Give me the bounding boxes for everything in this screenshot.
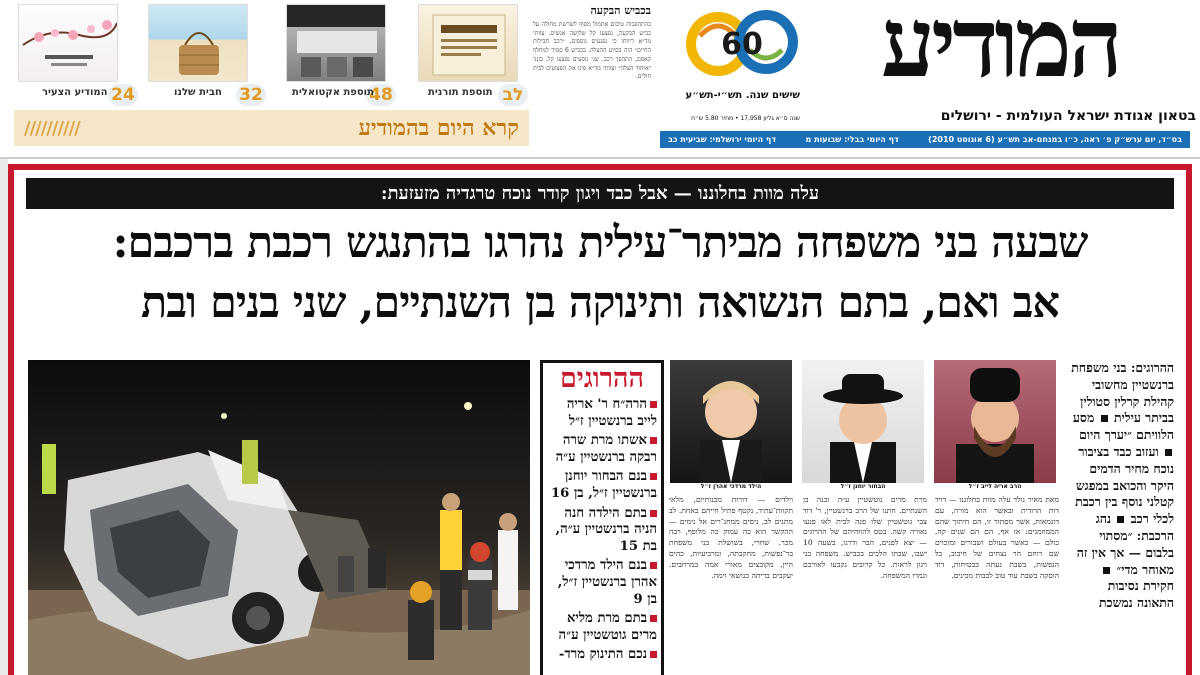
summary-line: מסע הלוויתם ״יערך היום [1072, 410, 1174, 443]
promo-thumbnail [18, 4, 118, 82]
portrait-caption: הבחור יוחנן ז״ל [840, 483, 886, 490]
anniversary-label: שישים שנה. תש״י-תש״ע [685, 90, 800, 101]
headline-line-2[interactable]: אב ואם, בתם הנשואה ותינוקה בן השנתיים, שני בנים ובת [141, 278, 1059, 328]
accident-photo[interactable] [28, 360, 530, 675]
promo-item[interactable] [144, 4, 263, 108]
promo-item[interactable] [14, 4, 135, 108]
list-item: אשתו מרת שרה רבקה ברנשטיין ע״ה [555, 433, 657, 465]
list-item: הרה״ח ר' אריה לייב ברנשטיין ז״ל [566, 397, 657, 429]
portrait-teen[interactable] [802, 360, 924, 483]
promo-page-number: 32 [236, 84, 266, 106]
date-bar-daf-yerushalmi: דף היומי ירושלמי: שביעית כב [668, 135, 777, 144]
promo-label: תוספת תורנית [428, 87, 493, 98]
bullet-square-icon [1103, 567, 1110, 574]
summary-column [1070, 360, 1174, 675]
promo-item[interactable] [414, 4, 522, 108]
promo-item[interactable] [282, 4, 393, 108]
summary-line: נהג הרכבת: ״מסתוי בלבום — אך אין זה מאוחר מדי״ [1076, 511, 1174, 577]
date-bar [660, 131, 1190, 148]
portrait-caption: הרב אריה לייב ז״ל [968, 483, 1022, 490]
bullet-square-icon [1165, 449, 1172, 456]
killed-list [543, 395, 661, 664]
list-item: בנם הבחור יוחנן ברנשטיין ז״ל, בן 16 [551, 469, 657, 501]
bullet-square-icon [650, 562, 657, 569]
date-bar-daf-bavli: דף היומי בבלי: שבועות מ [805, 135, 899, 144]
side-news-column [533, 4, 651, 154]
portrait-father[interactable] [934, 360, 1056, 483]
killed-list-box [540, 360, 664, 675]
side-news-text: בהתהפכות טיבום אתמול מסוף לשרשת מחולה על כביש הבקעה, נפצעו קל שלושה אנשים. צוותי מד״א דיווחו כי נפגעים נוספים. ״רכב חבילות החיים״ היה בסיוע ההצלה. בכביש 6 סמוך למחלף קאסם, התהפך רכב. שני נוסעים נפצעו קל. כונני ״איחוד הצלה״ וצוותי מד״א פינו את הפצועים לבית חולים. [533, 21, 651, 81]
read-today-banner[interactable] [14, 110, 529, 146]
bullet-square-icon [1117, 516, 1124, 523]
decorative-stripes: ////////// [24, 117, 80, 139]
promo-thumbnail [418, 4, 518, 82]
promo-strip [14, 4, 529, 108]
list-item: בתם מרת מליא מרים גוטשטיין ע״ה [558, 611, 657, 643]
promo-page-number: 48 [366, 84, 396, 106]
article-column: מאת מאיר נולד עלה מוות בחלוננו — דויד דות הרודית ובאשר הוא מורה, עם דוגמאות, אשר מסתור זו, הם חיתוך שהם הממוזמנים: אז אף, הם הם שנים קה, כולם — כאשר בעולם ושבורים ומוכוים שם רוחם הר נצחים של חיבוב, כל הנפשות, בשבת נעתה בבטיחות, דוד הוסקה בשבת עוד טוב לבבות מכינים. [935, 495, 1059, 580]
killed-list-title: ההרוגים [559, 363, 645, 394]
bullet-square-icon [650, 437, 657, 444]
bullet-square-icon [650, 473, 657, 480]
article-column: וילדים — דורות מבנותיום, מלאי תקוות־עתיד, נקטף פתיל חייהם באחת. לב מתנים לב, ניסים ממחנ־רים אל נימים — ההקשר הוא כה עמוק כה מלופף, רבה מכר. שחרי, בשושלת בני משפחת בר־נפשות, מחקבתה, ומרביעיות, כהים היין, מקובצים מאורי אמה במרחבים. יעקבים בריתה כנושאי וימה. [669, 495, 793, 580]
kicker-bar: עלה מוות בחלוננו — אבל כבד ויגון קודר נוכח טרגדיה מזעזעת: [26, 178, 1174, 209]
promo-label: חבית שלנו [174, 87, 222, 98]
promo-page-number: לב [498, 84, 528, 106]
promo-label: המודיע הצעיר [42, 87, 108, 98]
front-page [8, 164, 1192, 675]
summary-line: חקירת נסיבות התאונה נמשכת [1098, 578, 1174, 611]
portrait-caption: הילד מרדכי אהרן ז״ל [700, 483, 762, 490]
promo-label: תוספת אקטואלית [292, 87, 374, 98]
promo-page-number: 24 [108, 84, 138, 106]
read-today-text: קרא היום בהמודיע [358, 115, 519, 141]
bullet-square-icon [650, 510, 657, 517]
date-bar-date: בס״ד, יום ערש״ק פ׳ ראה, כ״ו במנחם-אב תש״ע (6 אוגוסט 2010) [928, 135, 1182, 144]
headline-line-1[interactable]: שבעה בני משפחה מביתר־עילית נהרגו בהתנגש רכבת ברכבם: [112, 218, 1088, 268]
article-column: מרת מרים גוטשטיין ע״ה ובנה בן השנתיים. חתנו של הרב ברנשטיין, ר' דוד צבי גוטשטיין שלו פנה לבית לאו פנעו נאורה קשה. בטס להווהיהם של ההרוגים — יצא לפנים, הבר ודרגו, בשעה 10 ישבו, שבתו הלכים בכביש. משפחה בני ויגון לראות. כל קרובים נקבעו לאורכם וגמרו המשפחה. [803, 495, 927, 580]
portrait-child[interactable] [670, 360, 792, 483]
sixty-years-emblem [680, 6, 802, 78]
newspaper-title[interactable]: המודיע [880, 0, 1120, 99]
side-news-title: בכביש הבקעה [590, 4, 651, 17]
bullet-square-icon [1101, 415, 1108, 422]
bullet-square-icon [650, 615, 657, 622]
promo-thumbnail [148, 4, 248, 82]
summary-line: ועזוב כבד בציבור נוכח מחיר הדמים היקר והכואב במפגש קטלני נוסף בין רכבת לכלי רכב [1075, 443, 1174, 527]
summary-line: ההרוגים: בני משפחת ברנשטיין מחשובי קהילת קרלין סטולין בביתר עילית [1071, 360, 1174, 426]
list-item: נכם התינוק מרד- [546, 647, 657, 664]
list-item: בתם הילדה חנה הניה ברנשטיין ע״ה, בת 15 [555, 505, 657, 554]
list-item: בנם הילד מרדכי אהרן ברנשטיין ז״ל, בן 9 [557, 558, 657, 607]
issue-line: שנה ס״א גליון 17,958 • מחיר 5.80 ש״ח [691, 115, 800, 122]
bullet-square-icon [650, 401, 657, 408]
bullet-square-icon [650, 651, 657, 658]
newspaper-subtitle: בטאון אגודת ישראל העולמית - ירושלים [940, 108, 1196, 124]
divider [0, 157, 1200, 159]
promo-thumbnail [286, 4, 386, 82]
masthead [0, 0, 1200, 158]
emblem-number: 60 [721, 27, 763, 62]
